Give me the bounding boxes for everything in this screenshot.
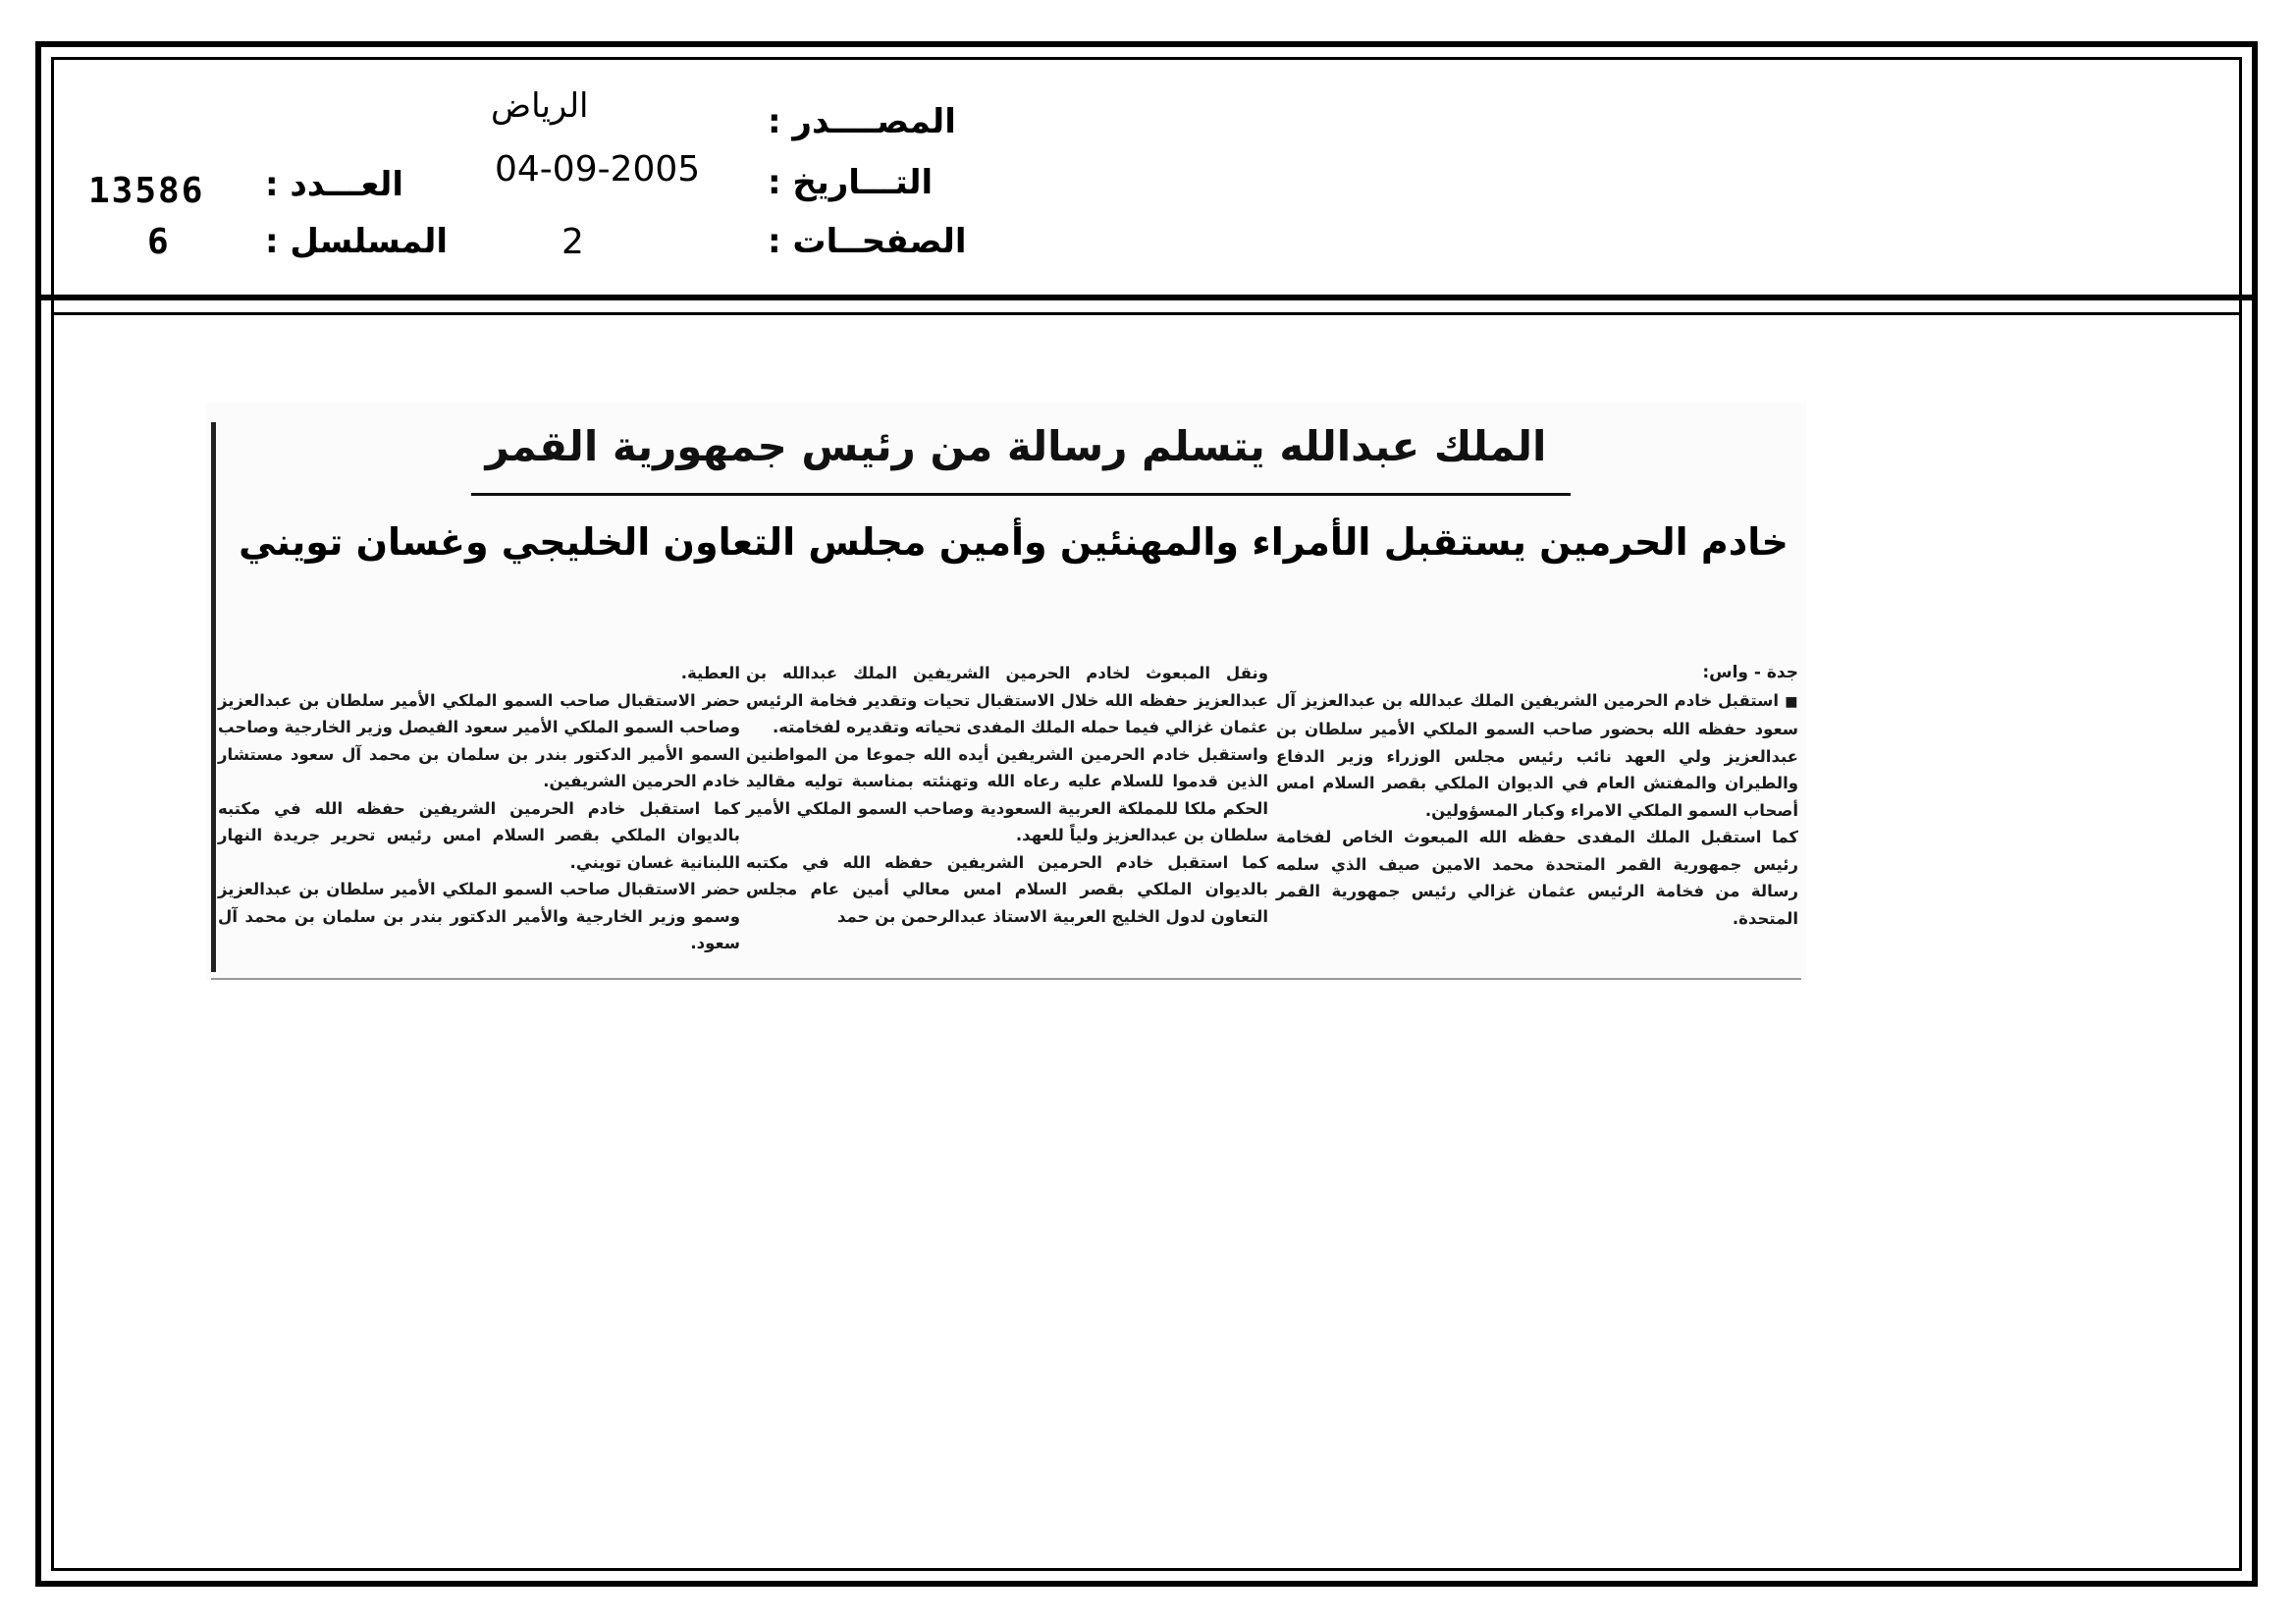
- clipping-left-bar: [211, 422, 216, 972]
- article-subheadline: الملك عبدالله يتسلم رسالة من رئيس جمهورية القمر: [485, 422, 1547, 470]
- issue-label: العـــدد :: [265, 165, 403, 204]
- bullet-marker: ■: [1785, 693, 1798, 710]
- issue-value: 13586: [88, 171, 205, 211]
- date-value: 04-09-2005: [495, 149, 701, 189]
- article-paragraph: كما استقبل خادم الحرمين الشريفين حفظه الله في مكتبه بالديوان الملكي بقصر السلام امس معالي أمين عام مجلس التعاون لدول الخليج العربية الاستاذ عبدالرحمن بن حمد: [746, 852, 1268, 926]
- serial-value: 6: [147, 222, 171, 262]
- article-paragraph: حضر الاستقبال صاحب السمو الملكي الأمير سلطان بن عبدالعزيز وصاحب السمو الملكي الأمير سعود الفيصل وزير الخارجية وصاحب السمو الأمير الدكتور بندر بن سلمان بن محمد آل سعود مستشار خادم الحرمين الشريفين.: [218, 690, 740, 790]
- pages-label: الصفحــات :: [768, 222, 967, 261]
- source-label: المصــــدر :: [768, 102, 956, 141]
- header-divider-inner: [51, 312, 2242, 315]
- article-column-1: [1276, 660, 1798, 932]
- article-dateline: جدة - واس:: [1702, 663, 1798, 682]
- pages-value: 2: [561, 222, 584, 262]
- article-paragraph: [1276, 687, 1798, 825]
- article-headline: خادم الحرمين يستقبل الأمراء والمهنئين وأمين مجلس التعاون الخليجي وغسان تويني: [239, 520, 1789, 564]
- article-paragraph: واستقبل خادم الحرمين الشريفين أيده الله جموعا من المواطنين الذين قدموا للسلام عليه رعاه الله وتهنئته بمناسبة توليه مقاليد الحكم ملكا للمملكة العربية السعودية وصاحب السمو الملكي الأمير سلطان بن عبدالعزيز ولياً للعهد.: [746, 744, 1268, 844]
- article-paragraph: كما استقبل الملك المفدى حفظه الله المبعوث الخاص لفخامة رئيس جمهورية القمر المتحدة محمد الامين صيف الذي سلمه رسالة من فخامة الرئيس عثمان غزالي رئيس جمهورية القمر المتحدة.: [1276, 828, 1798, 928]
- paragraph-text: استقبل خادم الحرمين الشريفين الملك عبدالله بن عبدالعزيز آل سعود حفظه الله بحضور صاحب السمو الملكي الأمير سلطان بن عبدالعزيز ولي العهد نائب رئيس مجلس الوزراء وزير الدفاع والطيران والمفتش العام في الديوان الملكي بقصر السلام امس أصحاب السمو الملكي الامراء وكبار المسؤولين.: [1276, 690, 1798, 820]
- article-paragraph: ونقل المبعوث لخادم الحرمين الشريفين الملك عبدالله بن عبدالعزيز حفظه الله خلال الاستقبال تحيات وتقدير فخامة الرئيس عثمان غزالي فيما حمله الملك المفدى تحياته وتقديره لفخامته.: [746, 664, 1268, 736]
- article-paragraph: كما استقبل خادم الحرمين الشريفين حفظه الله في مكتبه بالديوان الملكي بقصر السلام امس رئيس تحرير جريدة النهار اللبنانية غسان تويني.: [218, 798, 740, 872]
- subheadline-underline: [471, 493, 1571, 496]
- article-paragraph: العطية.: [680, 664, 740, 682]
- date-label: التـــاريخ :: [768, 163, 934, 202]
- article-column-2: [746, 660, 1268, 930]
- article-column-3: [218, 660, 740, 957]
- article-paragraph: حضر الاستقبال صاحب السمو الملكي الأمير سلطان بن عبدالعزيز وسمو وزير الخارجية والأمير الدكتور بندر بن سلمان بن محمد آل سعود.: [218, 880, 740, 952]
- clipping-bottom-edge: [211, 978, 1801, 980]
- serial-label: المسلسل :: [265, 222, 449, 261]
- header-divider: [35, 295, 2258, 300]
- source-value: الرياض: [491, 86, 589, 126]
